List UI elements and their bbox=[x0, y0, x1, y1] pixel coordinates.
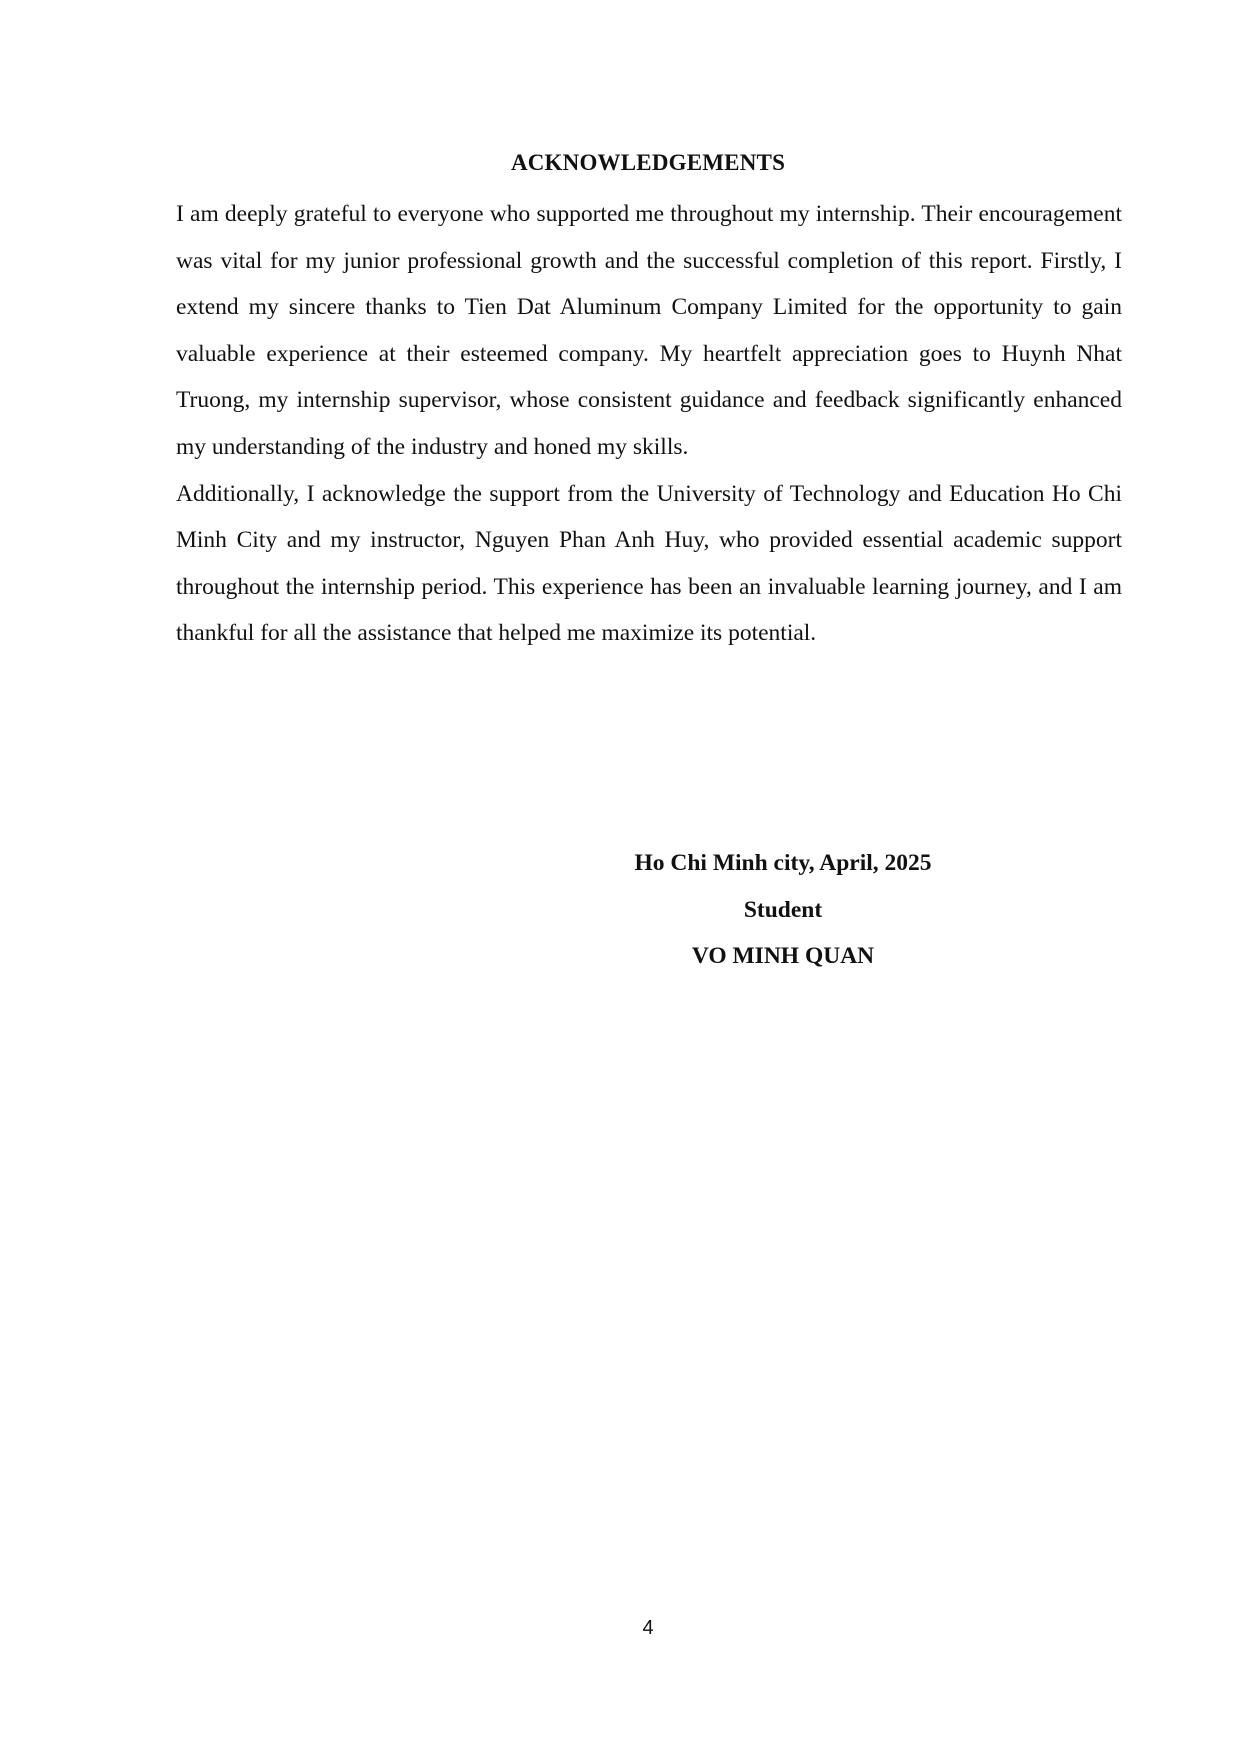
signature-block bbox=[583, 840, 983, 980]
page-title: ACKNOWLEDGEMENTS bbox=[510, 150, 786, 175]
page-number: 4 bbox=[642, 1617, 654, 1639]
acknowledgement-body bbox=[176, 191, 1122, 657]
signature-name: VO MINH QUAN bbox=[691, 943, 875, 969]
signature-place-date: Ho Chi Minh city, April, 2025 bbox=[634, 850, 932, 876]
signature-role: Student bbox=[743, 896, 823, 923]
paragraph-1: I am deeply grateful to everyone who supported me throughout my internship. Their encouragement was vital for my junior professional growth and the successful completion of this report. Firstly, I extend my sincere thanks to Tien Dat Aluminum Company Limited for the opportunity to gain valuable experience at their esteemed company. My heartfelt appreciation goes to Huynh Nhat Truong, my internship supervisor, whose consistent guidance and feedback significantly enhanced my understanding of the industry and honed my skills. bbox=[176, 201, 1122, 460]
paragraph-2: Additionally, I acknowledge the support from the University of Technology and Education Ho Chi Minh City and my instructor, Nguyen Phan Anh Huy, who provided essential academic support throughout the internship period. This experience has been an invaluable learning journey, and I am thankful for all the assistance that helped me maximize its potential. bbox=[176, 480, 1122, 647]
